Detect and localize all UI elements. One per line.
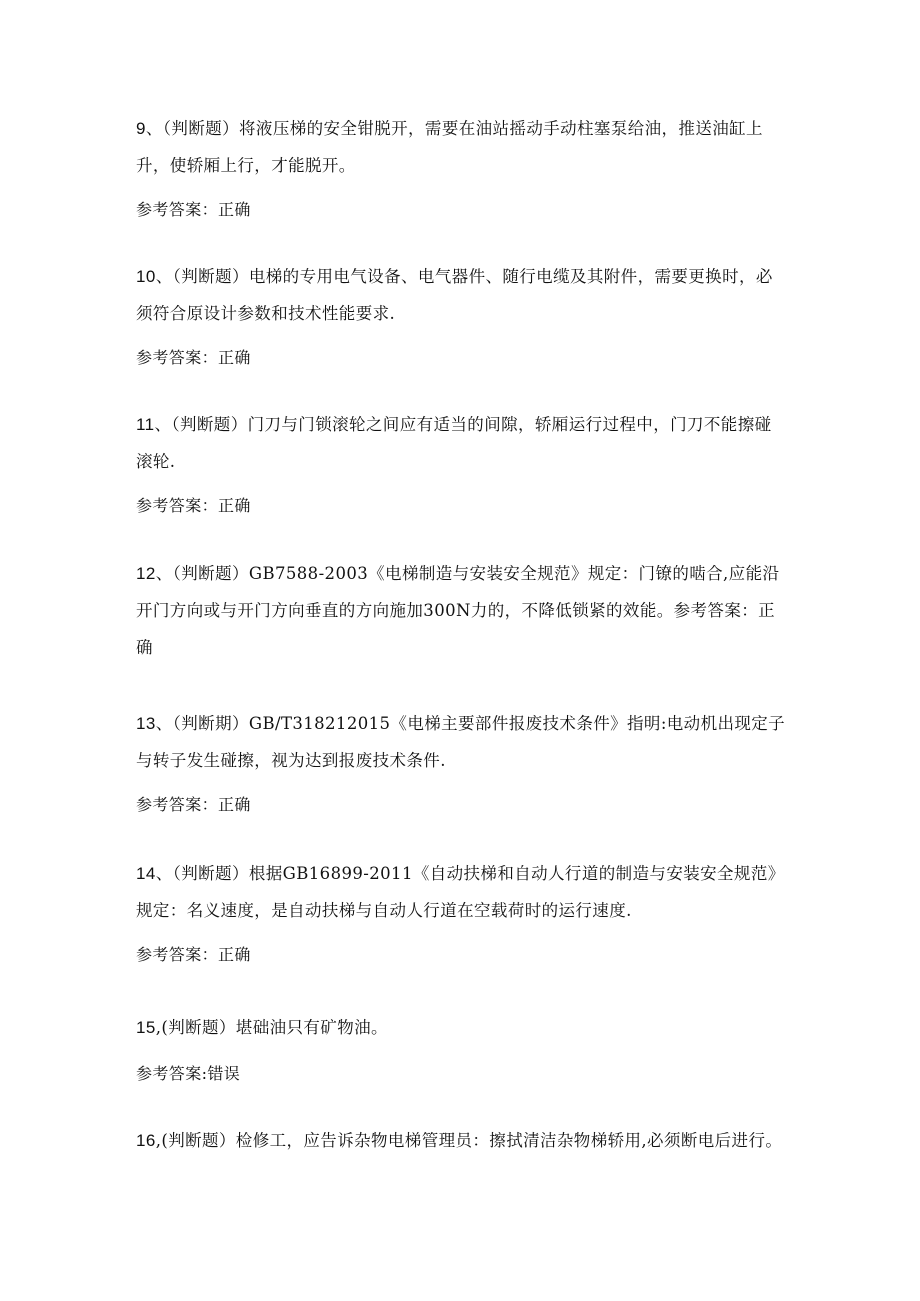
answer-value: 正确 (218, 348, 251, 367)
question-text (136, 110, 786, 184)
answer-value: 正确 (218, 795, 251, 814)
answer-value: 正确 (218, 496, 251, 515)
question-item (136, 258, 786, 370)
question-separator: 、 (145, 119, 163, 138)
answer-line (136, 943, 786, 967)
question-item (136, 555, 786, 666)
question-item (136, 705, 786, 817)
question-body: （判断题）电梯的专用电气设备、电气器件、随行电缆及其附件，需要更换时，必须符合原设计参数和技术性能要求. (136, 267, 773, 323)
question-text (136, 705, 786, 779)
question-body: (判断题）检修工，应告诉杂物电梯管理员：擦拭清洁杂物梯轿用,必须断电后进行。 (161, 1131, 783, 1150)
question-text (136, 406, 786, 480)
answer-line (136, 793, 786, 817)
answer-label: 参考答案： (136, 496, 219, 515)
question-text (136, 258, 786, 332)
question-body: （判断题）将液压梯的安全钳脱开，需要在油站摇动手动柱塞泵给油，推送油缸上升，使轿厢上行，才能脱开。 (136, 119, 763, 175)
question-body: （判断题）GB7588-2003《电梯制造与安装安全规范》规定：门镣的啮合,应能沿开门方向或与开门方向垂直的方向施加300N力的，不降低锁紧的效能。参考答案：正确 (136, 564, 780, 657)
question-text (136, 1009, 786, 1046)
answer-label: 参考答案： (136, 348, 219, 367)
question-number: 11 (136, 415, 155, 434)
question-item (136, 855, 786, 967)
answer-label: 参考答案： (136, 200, 219, 219)
question-number: 14 (136, 864, 156, 883)
question-body: (判断题）堪础油只有矿物油。 (161, 1018, 388, 1037)
answer-value: 正确 (218, 200, 251, 219)
question-separator: 、 (155, 267, 173, 286)
question-item (136, 110, 786, 222)
question-text (136, 555, 786, 666)
answer-line (136, 198, 786, 222)
question-separator: , (155, 1018, 162, 1037)
question-number: 16 (136, 1131, 156, 1150)
answer-label: 参考答案： (136, 945, 219, 964)
question-separator: 、 (155, 564, 173, 583)
answer-line (136, 494, 786, 518)
answer-label: 参考答案： (136, 795, 219, 814)
question-separator: , (155, 1131, 162, 1150)
answer-line (136, 346, 786, 370)
question-separator: 、 (154, 415, 172, 434)
question-number: 9 (136, 119, 146, 138)
question-body: （判断期）GB/T318212015《电梯主要部件报废技术条件》指明:电动机出现定子与转子发生碰擦，视为达到报废技术条件. (136, 714, 786, 770)
question-item (136, 406, 786, 518)
question-text (136, 855, 786, 929)
question-number: 10 (136, 267, 156, 286)
question-separator: 、 (155, 864, 173, 883)
question-item (136, 1122, 786, 1159)
question-body: （判断题）门刀与门锁滚轮之间应有适当的间隙，轿厢运行过程中，门刀不能擦碰滚轮. (136, 415, 772, 471)
answer-line (136, 1062, 786, 1086)
question-number: 13 (136, 714, 156, 733)
answer-label: 参考答案: (136, 1064, 208, 1083)
question-item (136, 1009, 786, 1086)
question-text (136, 1122, 786, 1159)
question-number: 12 (136, 564, 156, 583)
answer-value: 正确 (218, 945, 251, 964)
question-body: （判断题）根据GB16899-2011《自动扶梯和自动人行道的制造与安装安全规范》规定：名义速度，是自动扶梯与自动人行道在空载荷时的运行速度. (136, 864, 785, 920)
answer-value: 错误 (207, 1064, 241, 1083)
question-number: 15 (136, 1018, 156, 1037)
question-separator: 、 (155, 714, 173, 733)
